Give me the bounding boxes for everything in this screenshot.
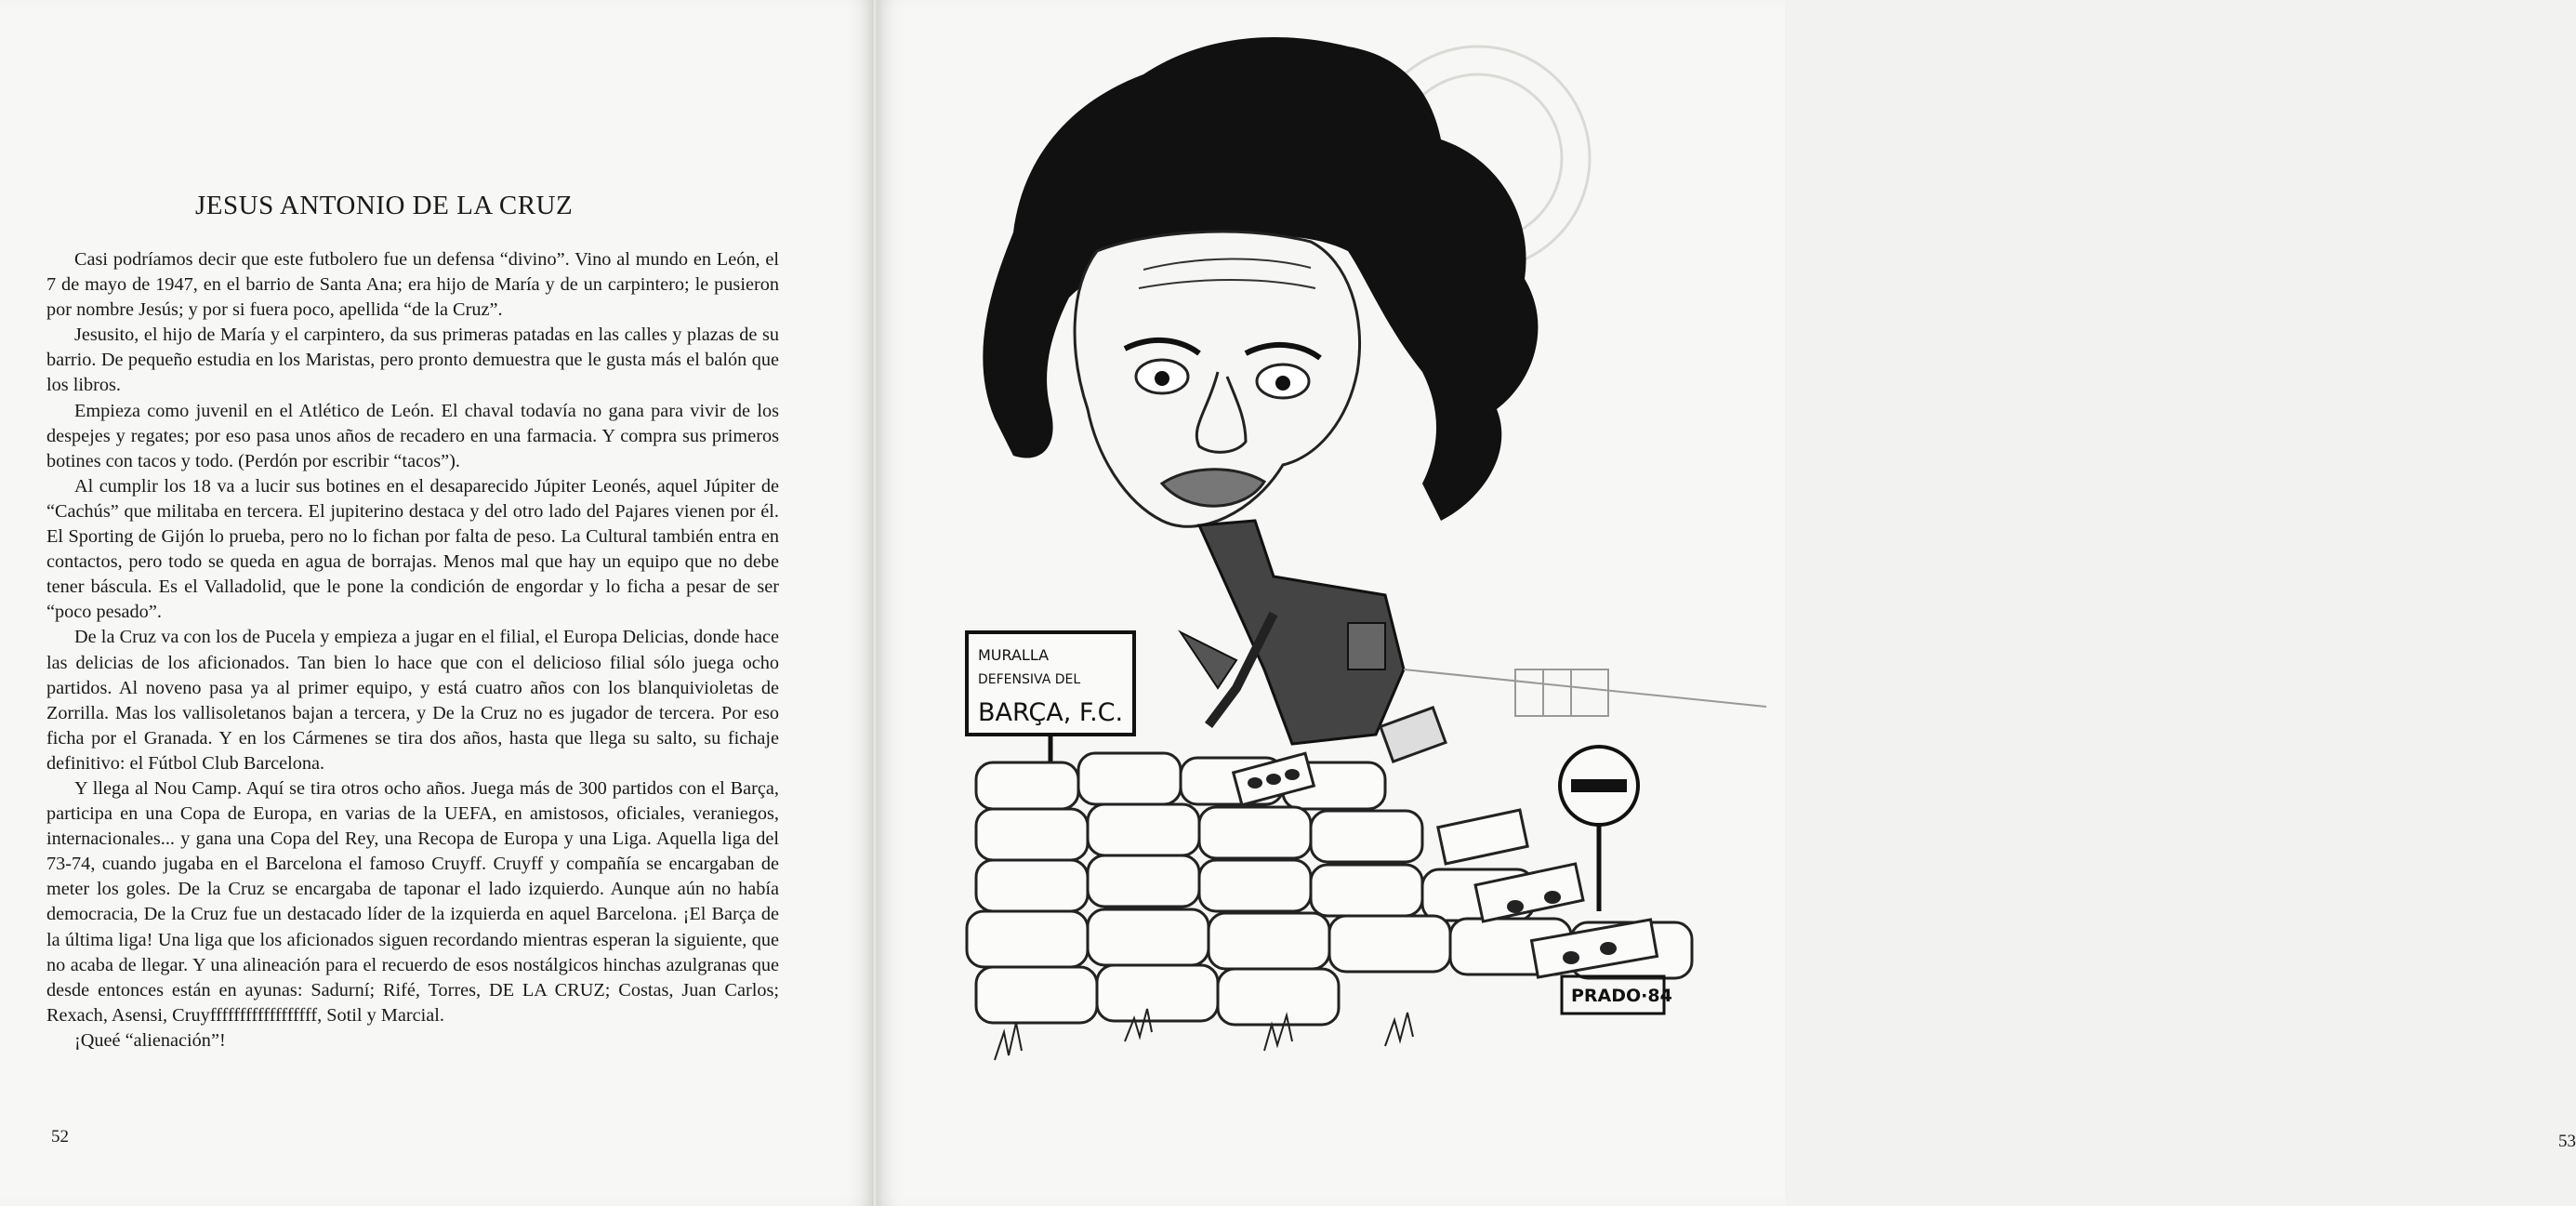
paragraph-2: Jesusito, el hijo de María y el carpintero, da sus primeras patadas en las calles y plazas de su barrio. De pequeño estudia en los Maristas, pero pronto demuestra que le gusta más el balón que los libros. [46, 325, 779, 396]
chapter-body [46, 247, 779, 1054]
page-number-left: 52 [51, 1127, 69, 1146]
paragraph-5: De la Cruz va con los de Pucela y empieza a jugar en el filial, el Europa Delicias, donde hace las delicias de los aficionados. Tan bien lo hace que con el delicioso filial sólo juega ocho partidos. Al noveno pasa ya al primer equipo, y está cuatro años con los blanquivioletas de Zorrilla. Mas los vallisoletanos bajan a tercera, y De la Cruz no es jugador de tercera. Por eso ficha por el Granada. Y en los Cármenes se tira dos años, hasta que llega su salto, su fichaje definitivo: el Fútbol Club Barcelona. [46, 627, 779, 774]
left-page [0, 0, 872, 1206]
goal-net-drawing [1404, 669, 1766, 716]
chapter-title: JESUS ANTONIO DE LA CRUZ [195, 191, 574, 220]
page-number-right: 53 [2558, 1132, 2576, 1151]
paragraph-3: Empieza como juvenil en el Atlético de León. El chaval todavía no gana para vivir de los despejes y regates; por eso pasa unos años de recadero en una farmacia. Y compra sus primeros botines con tacos y todo. (Perdón por escribir “tacos”). [46, 400, 779, 471]
paragraph-4: Al cumplir los 18 va a lucir sus botines en el desaparecido Júpiter Leonés, aquel Júpiter de “Cachús” que militaba en tercera. El jupiterino destaca y del otro lado del Pajares vienen por él. El Sporting de Gijón lo prueba, pero no lo fichan por falta de peso. La Cultural también entra en contactos, pero todo se queda en agua de borrajas. Menos mal que hay un equipo que no debe tener báscula. Es el Valladolid, que le pone la condición de engordar y lo ficha a pesar de ser “poco pesado”. [46, 475, 779, 623]
signature-text: PRADO·84 [1571, 986, 1672, 1006]
paragraph-7: ¡Queé “alienación”! [74, 1029, 226, 1051]
sign-line-1: MURALLA [978, 646, 1050, 664]
paragraph-6: Y llega al Nou Camp. Aquí se tira otros ocho años. Juega más de 300 partidos con el Barça, participa en una Copa de Europa, en varias de la UEFA, en amistosos, oficiales, veraniegos, internacionales... y gana una Copa del Rey, una Recopa de Europa y una Liga. Aquella liga del 73-74, cuando jugaba en el Barcelona el famoso Cruyff. Cruyff y compañía se encargaban de meter los goles. De la Cruz se encargaba de taponar el lado izquierdo. Aunque aún no había democracia, De la Cruz fue un destacado líder de la izquierda en aquel Barcelona. ¡El Barça de la última liga! Una liga que los aficionados siguen recordando mientras esperan la siguiente, que no acaba de llegar. Y una alineación para el recuerdo de esos nostálgicos hinchas azulgranas que desde entonces están en ayunas: Sadurní; Rifé, Torres, DE LA CRUZ; Costas, Juan Carlos; Rexach, Asensi, Cruyffffffffffffffffff, Sotil y Marcial. [46, 777, 779, 1026]
sign-line-2: DEFENSIVA DEL [978, 672, 1081, 687]
caricature-illustration [958, 19, 1776, 1097]
trowel-drawing [1181, 632, 1236, 688]
artist-signature [1562, 976, 1672, 1014]
paragraph-1: Casi podríamos decir que este futbolero fue un defensa “divino”. Vino al mundo en León, el 7 de mayo de 1947, en el barrio de Santa Ana; era hijo de María y de un carpintero; le pusieron por nombre Jesús; y por si fuera poco, apellida “de la Cruz”. [46, 249, 779, 321]
sign-line-3: BARÇA, F.C. [978, 698, 1124, 727]
